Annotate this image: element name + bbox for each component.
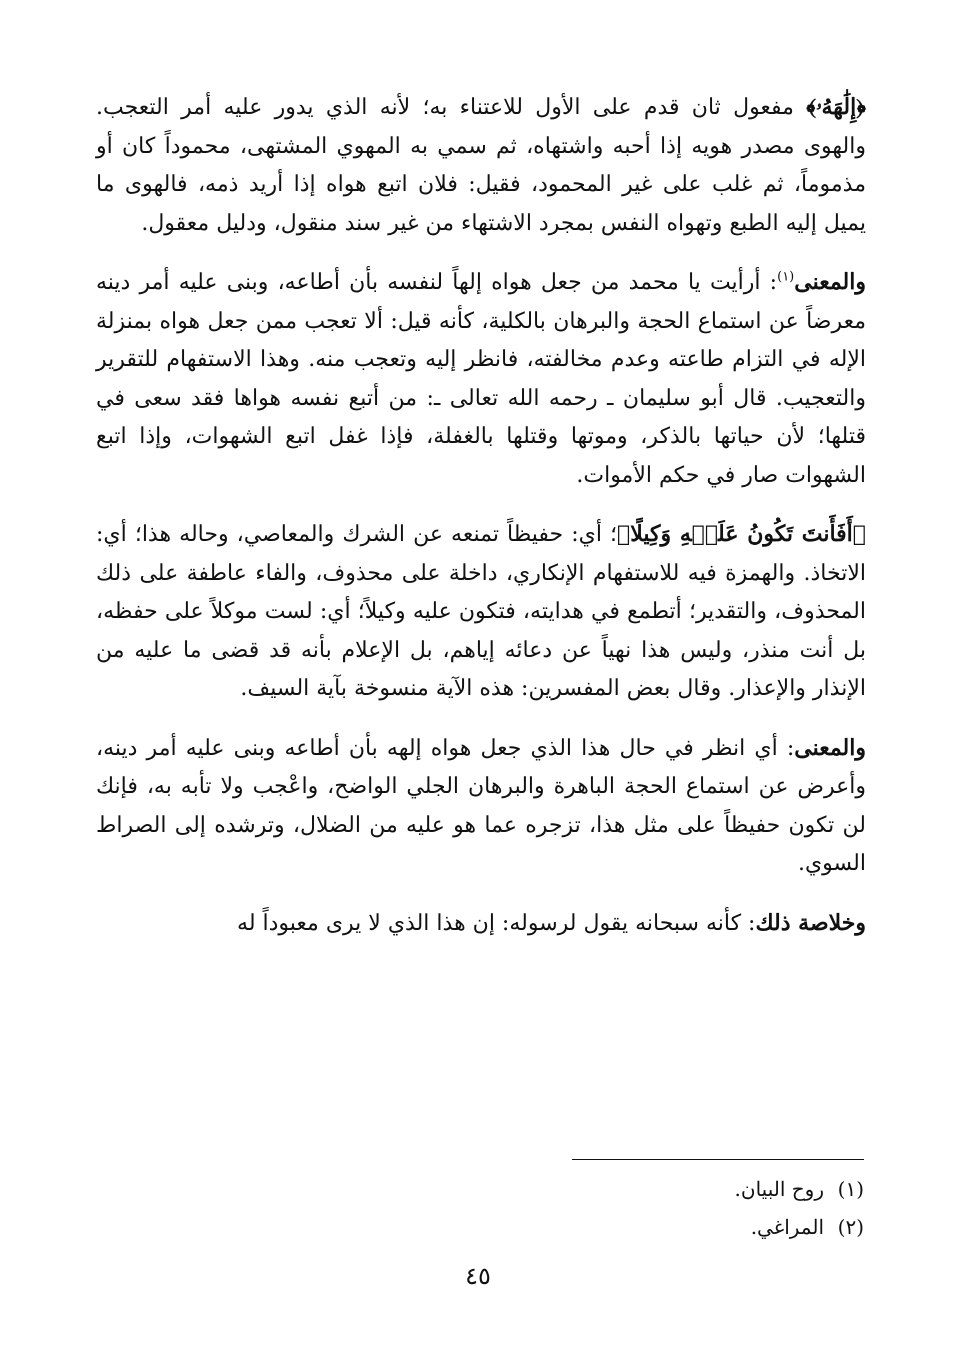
- footnote-2-text: المراغي.: [750, 1215, 824, 1239]
- paragraph-1-text: مفعول ثان قدم على الأول للاعتناء به؛ لأنه الذي يدور عليه أمر التعجب. والهوى مصدر هويه إذا أحبه واشتهاه، ثم سمي به المهوي المشتهى، محموداً كان أو مذموماً، ثم غلب على غير المحمود، فقيل: فلان اتبع هواه إذا أريد ذمه، فالهوى ما يميل إليه الطبع وتهواه النفس بمجرد الاشتهاء من غير سند منقول، ودليل معقول.: [96, 95, 866, 236]
- paragraph-4-lead: والمعنى: [794, 734, 866, 761]
- paragraph-4-text: : أي انظر في حال هذا الذي جعل هواه إلهه بأن أطاعه وبنى عليه أمر دينه، وأعرض عن استماع الحجة الباهرة والبرهان الجلي الواضح، واعْجب ولا تأبه به، فإنك لن تكون حفيظاً على مثل هذا، تزجره عما هو عليه من الضلال، وترشده إلى الصراط السوي.: [96, 735, 866, 876]
- paragraph-5: [96, 904, 866, 944]
- paragraph-2-lead: والمعنى: [794, 269, 866, 295]
- paragraph-3: [96, 515, 866, 709]
- footnote-2: [364, 1208, 864, 1246]
- footnote-1-text: روح البيان.: [734, 1177, 824, 1201]
- footnote-ref-1[interactable]: (١): [777, 269, 795, 285]
- paragraph-2-text: : أرأيت يا محمد من جعل هواه إلهاً لنفسه بأن أطاعه، وبنى عليه أمر دينه معرضاً عن استماع الحجة والبرهان بالكلية، كأنه قيل: ألا تعجب ممن جعل هواه بمنزلة الإله في التزام طاعته وعدم مخالفته، فانظر إليه وتعجب منه. وهذا الاستفهام للتقرير والتعجيب. قال أبو سليمان ـ رحمه الله تعالى ـ: من أتبع نفسه هواها فقد سعى في قتلها؛ لأن حياتها بالذكر، وموتها وقتلها بالغفلة، فإذا غفل اتبع الشهوات، وإذا اتبع الشهوات صار في حكم الأموات.: [96, 270, 866, 488]
- footnote-1-number: (١): [837, 1177, 864, 1201]
- quran-verse-wakeela: ﴿أَفَأَنتَ تَكُونُ عَلَيۡهِ وَكِيلًا﴾: [617, 521, 866, 547]
- paragraph-5-lead: وخلاصة ذلك: [755, 909, 866, 936]
- footnote-1: [364, 1170, 864, 1208]
- footnote-divider: [572, 1159, 864, 1160]
- paragraph-3-text: ؛ أي: حفيظاً تمنعه عن الشرك والمعاصي، وحاله هذا؛ أي: الاتخاذ. والهمزة فيه للاستفهام الإنكاري، داخلة على محذوف، والفاء عاطفة على ذلك المحذوف، والتقدير؛ أتطمع في هدايته، فتكون عليه وكيلاً؛ أي: لست موكلاً على حفظه، بل أنت منذر، وليس هذا نهياً عن دعائه إياهم، بل الإعلام بأنه قد قضى ما عليه من الإنذار والإعذار. وقال بعض المفسرين: هذه الآية منسوخة بآية السيف.: [96, 522, 866, 701]
- footnote-2-number: (٢): [837, 1215, 864, 1239]
- quran-word-ilahahu: ﴿إِلَٰهَهُۥ﴾: [806, 94, 866, 120]
- paragraph-2: [96, 263, 866, 495]
- tafsir-body: [96, 88, 866, 963]
- page-number: ٤٥: [465, 1262, 491, 1290]
- footnotes: [364, 1170, 864, 1246]
- paragraph-5-text: : كأنه سبحانه يقول لرسوله: إن هذا الذي لا يرى معبوداً له: [237, 910, 756, 936]
- paragraph-4: [96, 729, 866, 884]
- paragraph-1: [96, 88, 866, 243]
